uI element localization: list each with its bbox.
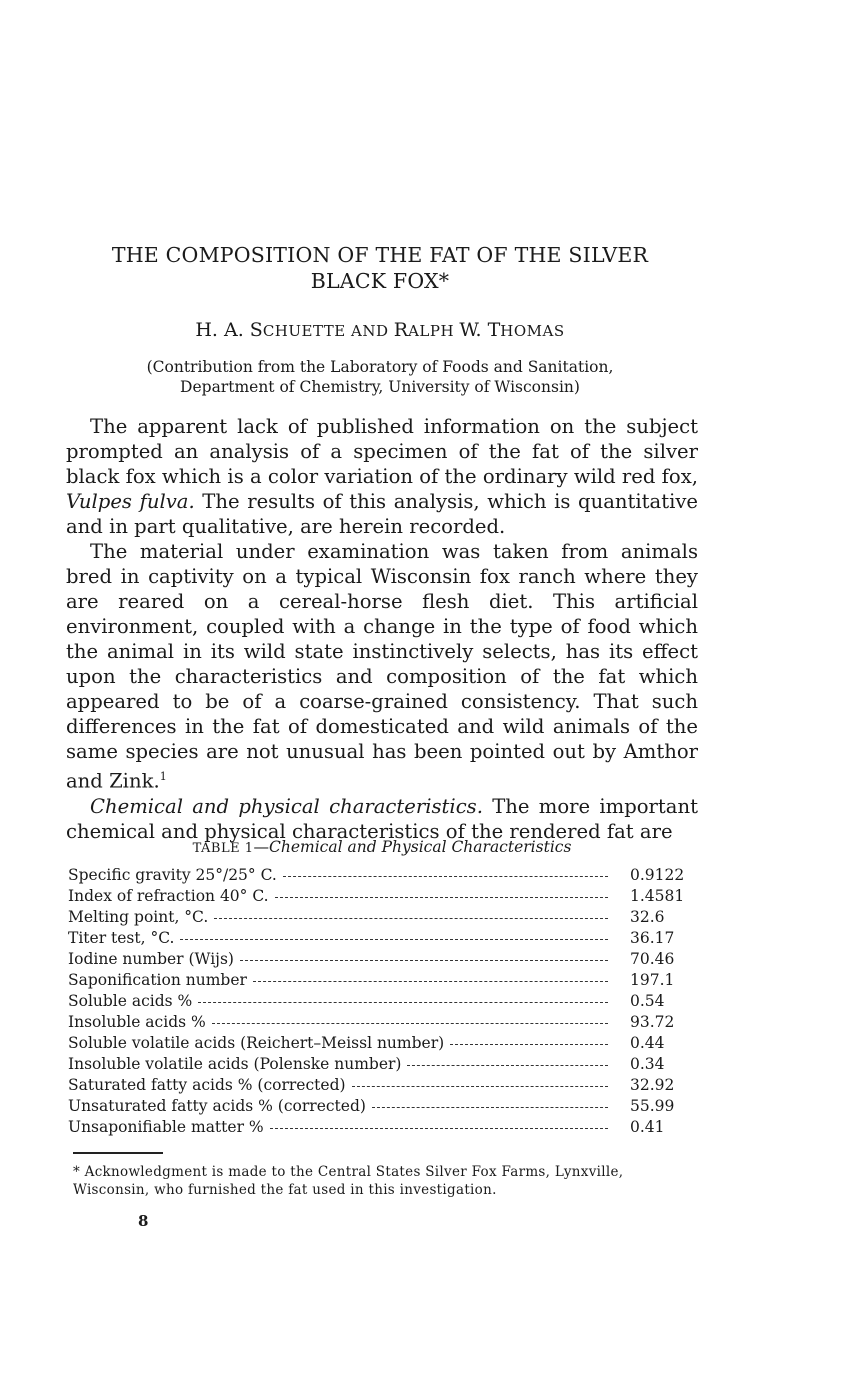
table-row — [68, 971, 700, 992]
table-row — [68, 1076, 700, 1097]
table-row — [68, 866, 700, 887]
table-row — [68, 1013, 700, 1034]
row-value: 0.34 — [630, 1055, 665, 1073]
species-name: Vulpes fulva. — [66, 490, 195, 513]
leader-dashes — [407, 1065, 608, 1066]
row-label: Soluble volatile acids (Reichert–Meissl number) — [68, 1034, 445, 1052]
row-label: Index of refraction 40° C. — [68, 887, 269, 905]
row-label: Titer test, °C. — [68, 929, 175, 947]
row-label: Insoluble volatile acids (Polenske number) — [68, 1055, 402, 1073]
row-value: 0.9122 — [630, 866, 685, 884]
leader-dashes — [240, 960, 608, 961]
page-number: 8 — [138, 1212, 149, 1230]
table-label: TABLE 1 — [192, 841, 254, 856]
row-value: 93.72 — [630, 1013, 675, 1031]
section-heading: Chemical and physical characteristics. — [90, 794, 483, 818]
leader-dashes — [214, 918, 608, 919]
title-line-1: THE COMPOSITION OF THE FAT OF THE SILVER — [111, 243, 649, 267]
caption-dash: — — [253, 838, 270, 856]
leader-dashes — [283, 876, 608, 877]
footnote-rule — [73, 1152, 163, 1154]
body-text — [66, 414, 698, 844]
row-label: Specific gravity 25°/25° C. — [68, 866, 277, 884]
author-line — [60, 318, 700, 343]
table-row — [68, 887, 700, 908]
row-label: Unsaponifiable matter % — [68, 1118, 264, 1136]
affiliation-line-1: (Contribution from the Laboratory of Foods and Sanitation, — [146, 358, 614, 376]
row-value: 55.99 — [630, 1097, 675, 1115]
row-value: 0.41 — [630, 1118, 665, 1136]
leader-dashes — [275, 897, 608, 898]
paragraph-1-text-b: The results of this analysis, which is quantitative and in part qualitative, are herein recorded. — [66, 490, 698, 538]
row-label: Saponification number — [68, 971, 247, 989]
row-value: 70.46 — [630, 950, 675, 968]
table-row — [68, 992, 700, 1013]
paper-title — [60, 242, 700, 294]
row-value: 1.4581 — [630, 887, 685, 905]
paragraph-2 — [66, 539, 698, 794]
row-value: 0.44 — [630, 1034, 665, 1052]
row-label: Unsaturated fatty acids % (corrected) — [68, 1097, 366, 1115]
reference-marker: 1 — [159, 770, 167, 783]
paragraph-1 — [66, 414, 698, 539]
author-1-surname: CHUETTE AND — [262, 322, 394, 340]
leader-dashes — [180, 939, 608, 940]
affiliation-line-2: Department of Chemistry, University of Wisconsin) — [180, 378, 580, 396]
leader-dashes — [198, 1002, 608, 1003]
row-value: 36.17 — [630, 929, 675, 947]
footnote: * Acknowledgment is made to the Central States Silver Fox Farms, Lynxville, Wisconsin, who furnished the fat used in this investigation. — [73, 1164, 624, 1198]
affiliation — [100, 357, 660, 397]
leader-dashes — [253, 981, 608, 982]
table-row — [68, 908, 700, 929]
author-2-middle: W. T — [459, 319, 501, 341]
author-2-initial: R — [393, 319, 409, 341]
paragraph-1-text-a: The apparent lack of published information on the subject prompted an analysis of a specimen of the fat of the silver black fox which is a color variation of the ordinary wild red fox, — [66, 415, 698, 488]
leader-dashes — [352, 1086, 608, 1087]
author-2-firstname: ALPH — [408, 322, 460, 340]
row-label: Soluble acids % — [68, 992, 193, 1010]
characteristics-table — [68, 866, 700, 1139]
row-label: Saturated fatty acids % (corrected) — [68, 1076, 346, 1094]
table-caption — [66, 837, 698, 859]
paragraph-3-text: The more important chemical and physical characteristics of the rendered fat are — [66, 794, 698, 843]
table-row — [68, 929, 700, 950]
table-row — [68, 1097, 700, 1118]
row-label: Melting point, °C. — [68, 908, 209, 926]
leader-dashes — [372, 1107, 608, 1108]
row-value: 197.1 — [630, 971, 675, 989]
row-label: Iodine number (Wijs) — [68, 950, 234, 968]
table-row — [68, 1055, 700, 1076]
row-value: 0.54 — [630, 992, 665, 1010]
row-label: Insoluble acids % — [68, 1013, 206, 1031]
paragraph-2-text: The material under examination was taken from animals bred in captivity on a typical Wisconsin fox ranch where they are reared on a cereal-horse flesh diet. This artificial environment, coupled with a change in the type of food which the animal in its wild state instinctively selects, has its effect upon the characteristics and composition of the fat which appeared to be of a coarse-grained consistency. That such differences in the fat of domesticated and wild animals of the same species are not unusual has been pointed out by Amthor and Zink. — [66, 540, 698, 793]
row-value: 32.6 — [630, 908, 665, 926]
table-title: Chemical and Physical Characteristics — [269, 838, 572, 856]
title-line-2: BLACK FOX* — [310, 269, 450, 293]
author-1-initials: H. A. S — [195, 319, 263, 341]
row-value: 32.92 — [630, 1076, 675, 1094]
table-row — [68, 950, 700, 971]
leader-dashes — [450, 1044, 608, 1045]
leader-dashes — [270, 1128, 608, 1129]
author-2-surname: HOMAS — [500, 322, 565, 340]
table-row — [68, 1118, 700, 1139]
table-row — [68, 1034, 700, 1055]
leader-dashes — [212, 1023, 608, 1024]
